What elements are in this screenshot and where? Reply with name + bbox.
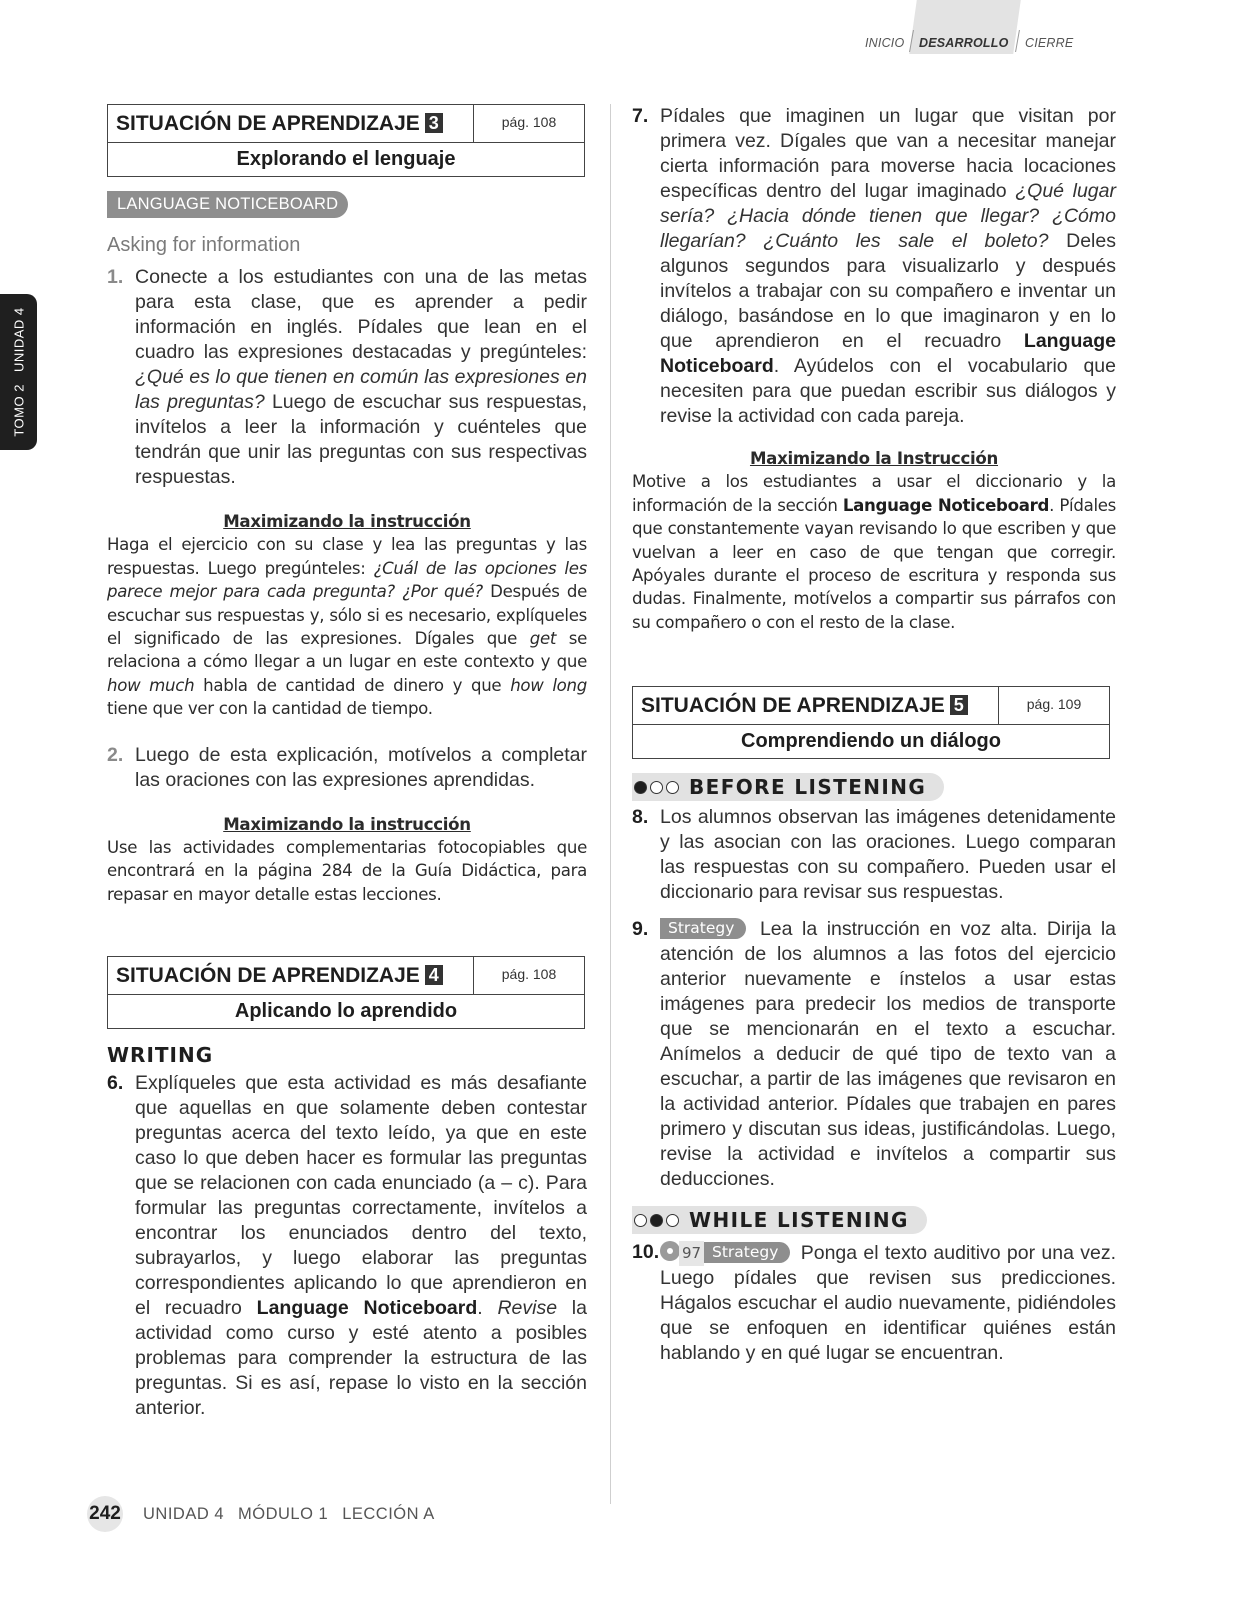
item-text: Luego de esta explicación, motívelos a completar las oraciones con las expresiones aprendidas. [135, 743, 587, 791]
tomo-label: TOMO 2 [11, 384, 26, 437]
item-text: Lea la instrucción en voz alta. Dirija la atención de los alumnos a las fotos del ejercicio anterior nuevamente e ínstelos a usar estas imágenes para predecir los medios de transporte que se mencionarán en el texto a escuchar. Anímelos a deducir de qué tipo de texto van a escuchar, a partir de las imágenes que revisaron en la actividad anterior. Pídales que trabajen en pares primero y discutan sus ideas, justificándolas. Luego, revise la actividad e invítelos a compartir sus deducciones. [660, 918, 1116, 1191]
tip-title: Maximizando la instrucción [223, 512, 471, 531]
situation-title: SITUACIÓN DE APRENDIZAJE [641, 694, 945, 718]
tip-text-italic: get [529, 629, 557, 649]
footer-unidad: UNIDAD 4 [143, 1504, 225, 1523]
subheading: Asking for information [107, 234, 301, 256]
item-text: Ponga el texto auditivo por una vez. Luego pídales que revisen sus predicciones. Hágalos escuchar el audio nuevamente, pidiéndoles que se enfoquen en identificar quiénes están hablando y en qué lugar se encuentran. [660, 1242, 1116, 1365]
column-divider [610, 104, 611, 1504]
item-number: 9. [632, 918, 649, 941]
item-text: Los alumnos observan las imágenes detenidamente y las asocian con las oraciones. Luego comparan las respuestas con su compañero. Pueden usar el diccionario para revisar sus respuestas. [660, 806, 1116, 904]
situation-number: 3 [425, 113, 443, 133]
instruction-item-9 [632, 917, 1116, 1192]
volume-side-tab [0, 294, 37, 450]
audio-track-icon [660, 1240, 700, 1262]
item-text: la actividad como curso y esté atento a posibles problemas para comprender la estructura de las preguntas. Si es así, repase lo visto en la sección anterior. [135, 1297, 587, 1420]
item-text: . [477, 1297, 498, 1320]
instruction-item-6 [107, 1071, 587, 1421]
tip-title: Maximizando la Instrucción [749, 449, 999, 468]
tip-text: Haga el ejercicio con su clase y lea las preguntas y las respuestas. Luego pregúnteles: [107, 535, 587, 578]
tip-text: se relaciona a cómo llegar a un lugar en este contexto y que [107, 629, 587, 672]
stage-navigation [855, 0, 1095, 60]
instruction-item-7 [632, 104, 1116, 429]
tip-text: . Pídales que constantemente vayan revisando lo que escriben y que vuelvan a leer en caso de que tengan que corregir. Apóyales durante el proceso de escritura y responda sus dudas. Finalmente, motívelos a compartir sus párrafos con su compañero o con el resto de la clase. [632, 495, 1117, 632]
situation-box-3 [107, 104, 585, 177]
instruction-item-10 [632, 1240, 1116, 1366]
writing-heading: WRITING [107, 1043, 214, 1068]
unidad-label: UNIDAD 4 [11, 307, 26, 373]
strategy-badge: Strategy [704, 1242, 790, 1263]
audio-track-number: 97 [679, 1241, 704, 1266]
item-text: Deles algunos segundos para visualizarlo y después invítelos a trabajar con su compañero e inventar un diálogo, basándose en lo que imaginaron y en lo que aprendieron en el recuadro [660, 230, 1116, 352]
tip-text-bold: Language Noticeboard [842, 495, 1050, 515]
item-text-italic: ¿Qué es lo que tienen en común las expresiones en las preguntas? [135, 366, 587, 413]
tip-text: Use las actividades complementarias fotocopiables que encontrará en la página 284 de la Guía Didáctica, para repasar en mayor detalle estas lecciones. [107, 838, 587, 904]
situation-page-ref: pág. 108 [501, 114, 557, 130]
tip-text-italic: how much [107, 675, 195, 695]
stage-desarrollo: DESARROLLO [919, 36, 1009, 50]
while-listening-bar [632, 1206, 927, 1234]
situation-box-5 [632, 686, 1110, 759]
item-text-italic: ¿Qué lugar sería? ¿Hacia dónde tienen que llegar? ¿Cómo llegarían? ¿Cuánto les sale el boleto? [660, 180, 1116, 252]
situation-subtitle: Comprendiendo un diálogo [741, 730, 1001, 753]
footer-modulo: MÓDULO 1 [238, 1504, 329, 1523]
while-listening-label: WHILE LISTENING [689, 1208, 909, 1233]
item-text-italic: Revise [497, 1297, 558, 1320]
right-column [632, 104, 1116, 1366]
item-text: Luego de escuchar sus respuestas, invítelos a leer la información y cuénteles que tendrán que unir las preguntas con sus respectivas respuestas. [135, 391, 588, 488]
item-text-bold: Language Noticeboard [256, 1297, 478, 1320]
tip-text-italic: how long [510, 675, 587, 695]
left-column [107, 104, 587, 1421]
item-number: 2. [107, 743, 124, 766]
situation-title: SITUACIÓN DE APRENDIZAJE [116, 964, 420, 988]
stage-inicio: INICIO [865, 36, 905, 50]
instruction-item-8 [632, 805, 1116, 905]
item-text: . Ayúdelos con el vocabulario que necesiten para que puedan escribir sus diálogos y revise la actividad con cada pareja. [660, 355, 1116, 427]
item-text-bold: Language Noticeboard [660, 330, 1116, 377]
tip-box [107, 510, 587, 721]
tip-text: Motive a los estudiantes a usar el diccionario y la información de la sección [632, 472, 1116, 515]
item-number: 10. [632, 1241, 660, 1264]
situation-box-4 [107, 956, 585, 1029]
item-number: 6. [107, 1072, 124, 1095]
tip-box [632, 447, 1116, 634]
stage-cierre: CIERRE [1025, 36, 1074, 50]
item-number: 7. [632, 105, 649, 127]
instruction-item-1 [107, 265, 587, 490]
item-text: Pídales que imaginen un lugar que visitan por primera vez. Dígales que van a necesitar manejar cierta información para moverse hacia locaciones específicas dentro del lugar imaginado [660, 105, 1116, 202]
tip-text-italic: ¿Cuál de las opciones les parece mejor para cada pregunta? ¿Por qué? [107, 558, 587, 602]
item-text: Conecte a los estudiantes con una de las metas para esta clase, que es aprender a pedir información en inglés. Pídales que lean en el cuadro las expresiones destacadas y pregúnteles: [135, 266, 587, 363]
page-number: 242 [87, 1496, 123, 1532]
situation-page-ref: pág. 109 [1026, 696, 1082, 713]
instruction-item-2 [107, 743, 587, 793]
stage-dots-icon [634, 1214, 679, 1227]
cd-icon [660, 1241, 680, 1261]
situation-subtitle: Explorando el lenguaje [236, 148, 456, 170]
situation-title: SITUACIÓN DE APRENDIZAJE [116, 112, 420, 135]
tip-text: tiene que ver con la cantidad de tiempo. [107, 699, 433, 719]
situation-number: 4 [425, 965, 443, 985]
stage-dots-icon [634, 781, 679, 794]
item-number: 1. [107, 266, 124, 288]
language-noticeboard-badge: LANGUAGE NOTICEBOARD [107, 191, 348, 218]
item-number: 8. [632, 806, 649, 829]
situation-subtitle: Aplicando lo aprendido [234, 1000, 458, 1023]
before-listening-bar [632, 773, 944, 801]
strategy-badge: Strategy [660, 918, 746, 939]
tip-box [107, 813, 587, 907]
page-footer [87, 1496, 449, 1532]
footer-leccion: LECCIÓN A [342, 1504, 435, 1523]
before-listening-label: BEFORE LISTENING [689, 775, 927, 800]
situation-number: 5 [950, 695, 968, 715]
tip-title: Maximizando la instrucción [223, 814, 471, 834]
tip-text: habla de cantidad de dinero y que [194, 675, 511, 695]
situation-page-ref: pág. 108 [501, 966, 557, 983]
tip-text: Después de escuchar sus respuestas y, sólo si es necesario, explíqueles el significado de las expresiones. Dígales que [107, 582, 587, 649]
item-text: Explíqueles que esta actividad es más desafiante que aquellas en que solamente deben contestar preguntas acerca del texto leído, ya que en este caso lo que deben hacer es formular las preguntas que se relacionen con cada enunciado (a – c). Para formular las preguntas correctamente, invítelos a encontrar los enunciados dentro del texto, subrayarlos, y luego elaborar las preguntas correspondientes aplicando lo que aprendieron en el recuadro [135, 1072, 587, 1320]
